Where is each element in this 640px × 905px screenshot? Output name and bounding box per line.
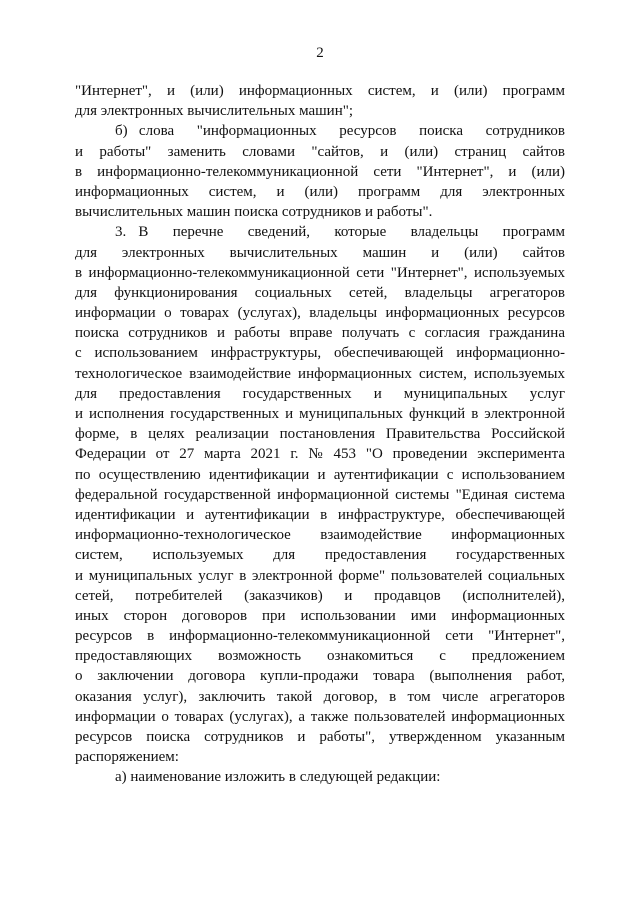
text-line: в информационно-телекоммуникационной сети "Интернет", и (или) <box>75 163 565 180</box>
text-line: информационных систем, и (или) программ для электронных <box>75 183 565 200</box>
text-line: 3. В перечне сведений, которые владельцы программ <box>115 224 565 241</box>
text-line: по осуществлению идентификации и аутентификации с использованием <box>75 466 565 483</box>
text-line: распоряжением: <box>75 749 179 766</box>
text-line: с использованием инфраструктуры, обеспечивающей информационно- <box>75 345 565 362</box>
text-line: а) наименование изложить в следующей редакции: <box>115 769 441 786</box>
text-line: оказания услуг), заключить такой договор, в том числе агрегаторов <box>75 688 565 705</box>
text-line: б) слова "информационных ресурсов поиска сотрудников <box>115 123 565 140</box>
text-line: для электронных вычислительных машин"; <box>75 103 354 120</box>
text-line: сетей, потребителей (заказчиков) и продавцов (исполнителей), <box>75 587 565 604</box>
text-line: систем, используемых для предоставления государственных <box>75 547 565 564</box>
text-line: ресурсов в информационно-телекоммуникационной сети "Интернет", <box>75 628 565 645</box>
text-line: и муниципальных услуг в электронной форме" пользователей социальных <box>75 567 565 584</box>
text-line: предоставляющих возможность ознакомиться с предложением <box>75 648 565 665</box>
text-line: "Интернет", и (или) информационных систем, и (или) программ <box>75 83 565 99</box>
text-line: для предоставления государственных и муниципальных услуг <box>75 385 565 402</box>
text-line: информации о товарах (услугах), владельцы информационных ресурсов <box>75 305 565 322</box>
text-line: ресурсов поиска сотрудников и работы", утвержденном указанным <box>75 729 565 745</box>
document-body <box>75 81 565 788</box>
text-line: Федерации от 27 марта 2021 г. № 453 "О проведении эксперимента <box>75 446 565 463</box>
text-line: для электронных вычислительных машин и (или) сайтов <box>75 244 565 261</box>
text-line: вычислительных машин поиска сотрудников и работы". <box>75 204 433 221</box>
text-line: иных сторон договоров при использовании ими информационных <box>75 607 565 624</box>
text-line: информации о товарах (услугах), а также пользователей информационных <box>75 708 565 725</box>
page-number: 2 <box>316 45 324 61</box>
text-line: технологическое взаимодействие информационных систем, используемых <box>75 365 565 382</box>
text-line: для функционирования социальных сетей, владельцы агрегаторов <box>75 284 565 301</box>
text-line: и исполнения государственных и муниципальных функций в электронной <box>75 406 565 422</box>
text-line: информационно-технологическое взаимодействие информационных <box>75 527 565 544</box>
text-line: в информационно-телекоммуникационной сети "Интернет", используемых <box>75 264 565 281</box>
text-line: федеральной государственной информационной системы "Единая система <box>75 486 565 503</box>
text-line: идентификации и аутентификации в инфраструктуре, обеспечивающей <box>75 506 565 523</box>
text-line: и работы" заменить словами "сайтов, и (или) страниц сайтов <box>75 143 565 160</box>
text-line: форме, в целях реализации постановления Правительства Российской <box>75 426 565 443</box>
text-line: о заключении договора купли-продажи товара (выполнения работ, <box>75 668 565 685</box>
text-line: поиска сотрудников и работы вправе получать с согласия гражданина <box>75 325 565 342</box>
